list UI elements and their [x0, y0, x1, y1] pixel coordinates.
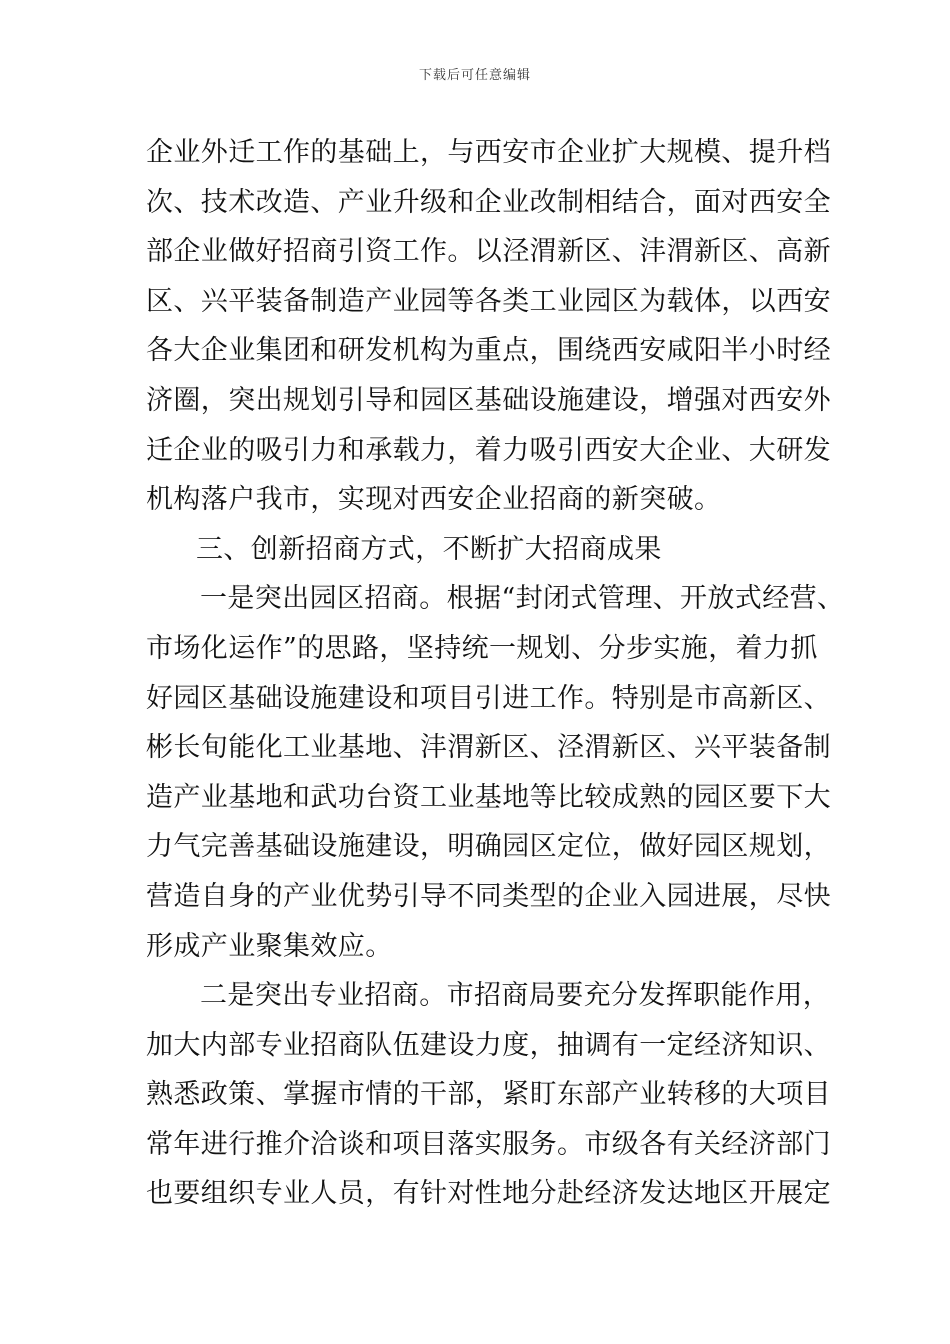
text-line: 常年进行推介洽谈和项目落实服务。市级各有关经济部门: [146, 1128, 831, 1160]
page-header: 下载后可任意编辑: [418, 68, 531, 83]
text-line: 营造自身的产业优势引导不同类型的企业入园进展，尽快: [146, 880, 831, 912]
text-line: 市场化运作”的思路，坚持统一规划、分步实施，着力抓: [146, 632, 818, 664]
text-line: 形成产业聚集效应。: [146, 930, 393, 962]
text-line: 区、兴平装备制造产业园等各类工业园区为载体，以西安: [146, 285, 831, 317]
text-line: 也要组织专业人员，有针对性地分赴经济发达地区开展定: [146, 1178, 831, 1210]
paragraph: [146, 971, 831, 1219]
text-line: 济圈，突出规划引导和园区基础设施建设，增强对西安外: [146, 384, 831, 416]
text-line: 力气完善基础设施建设，明确园区定位，做好园区规划，: [146, 831, 831, 863]
document-body: [146, 128, 845, 1219]
paragraph: [146, 128, 831, 525]
paragraph: [146, 574, 845, 971]
text-line: 一是突出园区招商。根据“封闭式管理、开放式经营、: [200, 583, 845, 615]
section-heading: [146, 525, 826, 575]
text-line: 加大内部专业招商队伍建设力度，抽调有一定经济知识、: [146, 1029, 831, 1061]
text-line: 机构落户我市，实现对西安企业招商的新突破。: [146, 484, 722, 516]
text-line: 二是突出专业招商。市招商局要充分发挥职能作用，: [200, 980, 831, 1012]
text-line: 彬长旬能化工业基地、沣渭新区、泾渭新区、兴平装备制: [146, 732, 831, 764]
heading-line: 三、创新招商方式，不断扩大招商成果: [196, 533, 662, 565]
text-line: 企业外迁工作的基础上，与西安市企业扩大规模、提升档: [146, 137, 831, 168]
text-line: 各大企业集团和研发机构为重点，围绕西安咸阳半小时经: [146, 335, 831, 367]
text-line: 部企业做好招商引资工作。以泾渭新区、沣渭新区、高新: [146, 236, 831, 268]
text-line: 好园区基础设施建设和项目引进工作。特别是市高新区、: [146, 682, 831, 714]
text-line: 次、技术改造、产业升级和企业改制相结合，面对西安全: [146, 186, 831, 218]
text-line: 造产业基地和武功台资工业基地等比较成熟的园区要下大: [146, 781, 831, 813]
text-line: 熟悉政策、掌握市情的干部，紧盯东部产业转移的大项目: [146, 1079, 831, 1111]
text-line: 迁企业的吸引力和承载力，着力吸引西安大企业、大研发: [146, 434, 831, 466]
